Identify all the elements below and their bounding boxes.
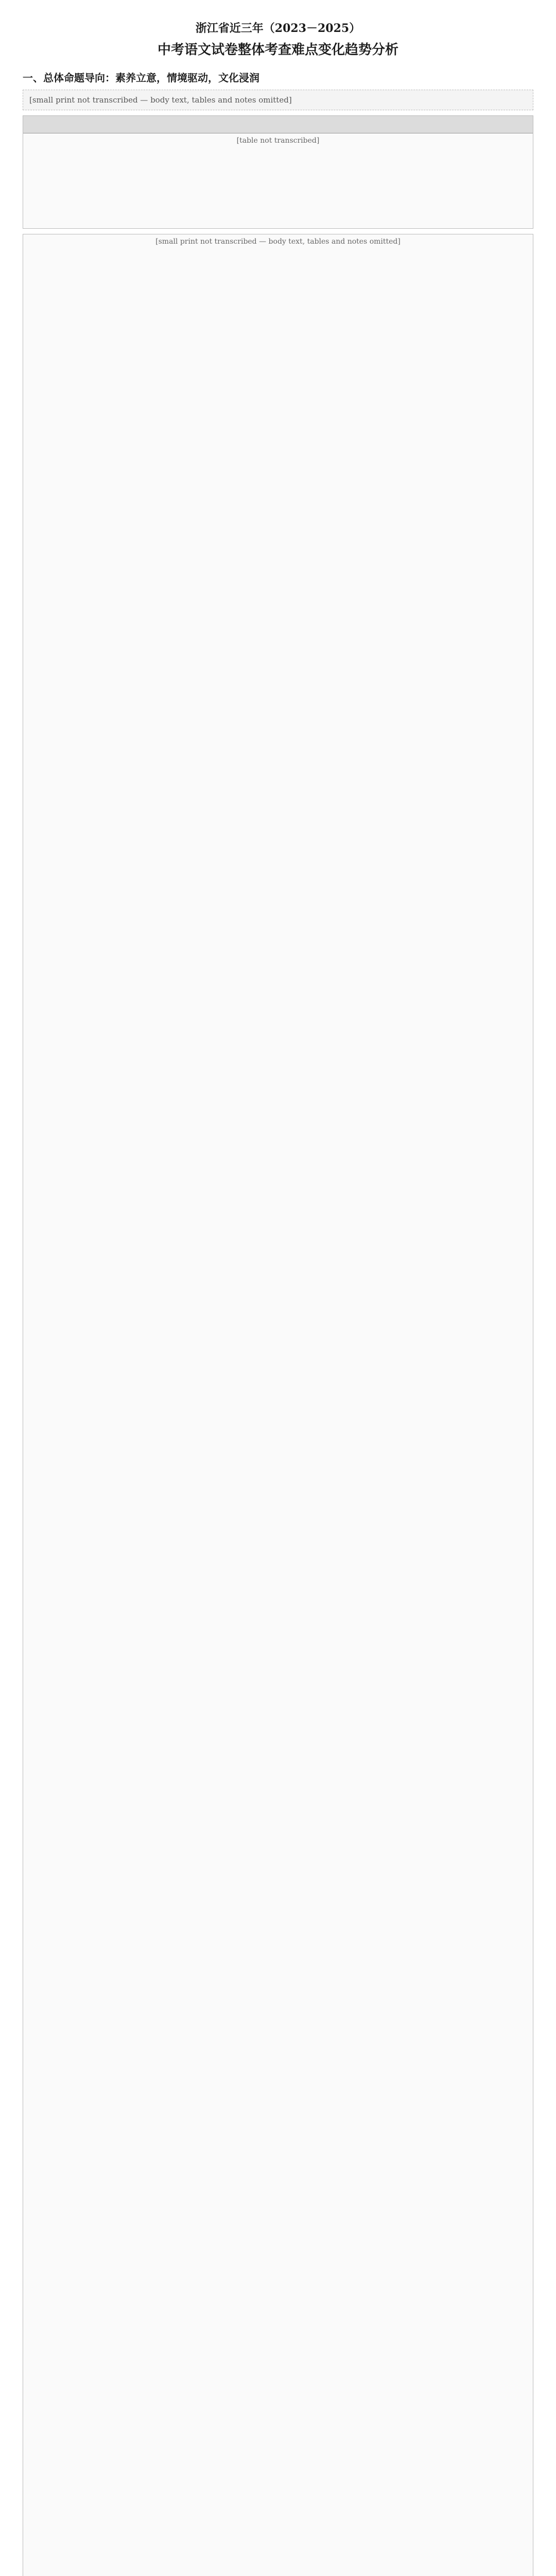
content-placeholder [23,234,533,2576]
section-1-heading: 一、总体命题导向：素养立意，情境驱动，文化浸润 [23,72,259,84]
document-subtitle: 中考语文试卷整体考查难点变化趋势分析 [157,42,398,58]
table-placeholder [23,115,533,229]
table-caption: [table not transcribed] [236,137,320,145]
table-header-row [23,116,533,133]
untranscribed-note: [small print not transcribed — body text, tables and notes omitted] [23,90,533,110]
content-caption: [small print not transcribed — body text, tables and notes omitted] [155,238,401,246]
document-title: 浙江省近三年（2023－2025） [195,22,361,35]
